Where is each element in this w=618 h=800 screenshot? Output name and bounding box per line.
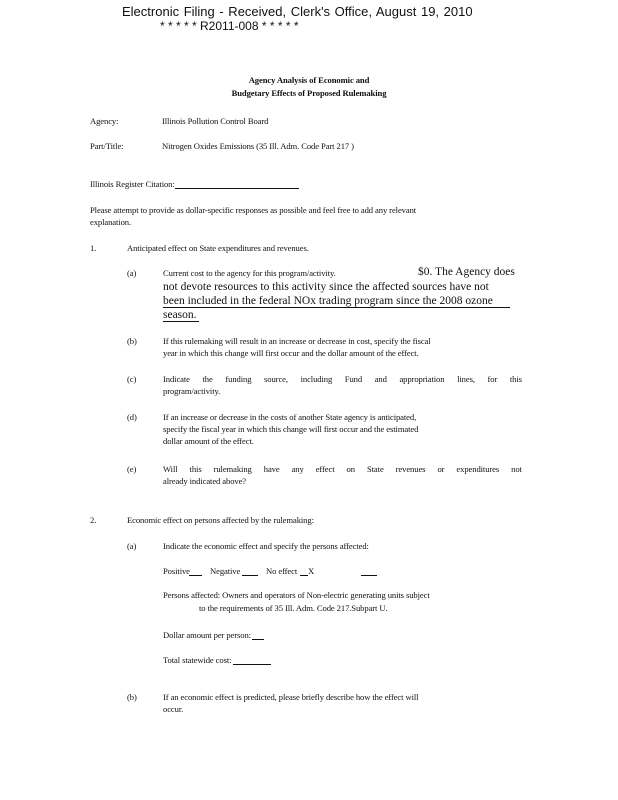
negative-blank bbox=[242, 575, 258, 576]
section1d-label: (d) bbox=[127, 412, 137, 422]
persons-affected-line1: Persons affected: Owners and operators of Non-electric generating units subject bbox=[163, 590, 430, 600]
section1b-line2: year in which this change will first occur and the dollar amount of the effect. bbox=[163, 348, 419, 358]
section1e-word: Will bbox=[163, 464, 178, 474]
section1a-answer-underline bbox=[163, 307, 510, 308]
section1e-word: any bbox=[291, 464, 304, 474]
no-effect-mark: X bbox=[308, 566, 315, 576]
section2b-line2: occur. bbox=[163, 704, 184, 714]
filing-stamp-line1: Electronic Filing - Received, Clerk's Office, August 19, 2010 bbox=[122, 4, 473, 19]
section1e-word: State bbox=[366, 464, 384, 474]
positive-label: Positive bbox=[163, 566, 190, 576]
section1e-word: revenues bbox=[395, 464, 426, 474]
section2b-label: (b) bbox=[127, 692, 137, 702]
section1e-word: rulemaking bbox=[213, 464, 252, 474]
section1a-question: Current cost to the agency for this program/activity. bbox=[163, 268, 336, 278]
section1c-word: Fund bbox=[344, 374, 363, 384]
section1e-line1 bbox=[163, 464, 522, 474]
section1c-line2: program/activity. bbox=[163, 386, 221, 396]
section2a-label: (a) bbox=[127, 541, 137, 551]
total-statewide-cost-label: Total statewide cost: bbox=[163, 655, 232, 665]
section1a-answer-underline-end bbox=[163, 321, 199, 322]
section1c-word: the bbox=[202, 374, 213, 384]
section1c-line1 bbox=[163, 374, 522, 384]
positive-blank bbox=[189, 575, 202, 576]
dollar-per-person-blank bbox=[252, 639, 264, 640]
section1d-line2: specify the fiscal year in which this change will first occur and the estimated bbox=[163, 424, 419, 434]
total-statewide-cost-blank bbox=[233, 664, 271, 665]
agency-label: Agency: bbox=[90, 116, 119, 126]
register-citation-blank bbox=[175, 188, 299, 189]
no-effect-blank bbox=[300, 575, 308, 576]
section1a-answer-line2: not devote resources to this activity since the affected sources have not bbox=[163, 281, 489, 293]
section1c-word: and bbox=[374, 374, 387, 384]
section1b-label: (b) bbox=[127, 336, 137, 346]
instructions-line2: explanation. bbox=[90, 217, 132, 227]
section1c-word: source, bbox=[264, 374, 288, 384]
section1c-word: including bbox=[300, 374, 333, 384]
no-effect-trailing-blank bbox=[361, 575, 377, 576]
section1e-line2: already indicated above? bbox=[163, 476, 247, 486]
persons-affected-line2: to the requirements of 35 Ill. Adm. Code 217.Subpart U. bbox=[199, 603, 388, 613]
part-title-value: Nitrogen Oxides Emissions (35 Ill. Adm. Code Part 217 ) bbox=[162, 141, 354, 151]
section1c-word: Indicate bbox=[163, 374, 190, 384]
section1-number: 1. bbox=[90, 243, 97, 253]
section1e-word: on bbox=[346, 464, 355, 474]
section1c-word: lines, bbox=[457, 374, 475, 384]
section1c-word: funding bbox=[225, 374, 252, 384]
section1-title: Anticipated effect on State expenditures and revenues. bbox=[127, 243, 309, 253]
dollar-per-person-label: Dollar amount per person: bbox=[163, 630, 251, 640]
document-title-line1: Agency Analysis of Economic and bbox=[248, 75, 370, 85]
document-title-line2: Budgetary Effects of Proposed Rulemaking bbox=[231, 88, 387, 98]
section1a-answer-line3: been included in the federal NOx trading program since the 2008 ozone bbox=[163, 295, 493, 307]
section2-title: Economic effect on persons affected by the rulemaking: bbox=[127, 515, 314, 525]
register-citation-label: Illinois Register Citation: bbox=[90, 179, 175, 189]
section1e-word: effect bbox=[315, 464, 335, 474]
agency-value: Illinois Pollution Control Board bbox=[162, 116, 269, 126]
instructions-line1: Please attempt to provide as dollar-specific responses as possible and feel free to add any relevant bbox=[90, 205, 417, 215]
section1c-word: for bbox=[487, 374, 498, 384]
section1e-word: expenditures bbox=[456, 464, 500, 474]
section1c-word: this bbox=[509, 374, 522, 384]
filing-stamp-line2: * * * * * R2011-008 * * * * * bbox=[160, 19, 299, 33]
negative-label: Negative bbox=[210, 566, 241, 576]
section1b-line1: If this rulemaking will result in an increase or decrease in cost, specify the fiscal bbox=[163, 336, 431, 346]
section2a-question: Indicate the economic effect and specify the persons affected: bbox=[163, 541, 369, 551]
section1d-line1: If an increase or decrease in the costs of another State agency is anticipated, bbox=[163, 412, 417, 422]
section1a-answer-line4: season. bbox=[163, 309, 197, 321]
section2b-line1: If an economic effect is predicted, please briefly describe how the effect will bbox=[163, 692, 419, 702]
no-effect-label: No effect bbox=[266, 566, 298, 576]
section1e-word: this bbox=[189, 464, 202, 474]
section1a-label: (a) bbox=[127, 268, 137, 278]
section2-number: 2. bbox=[90, 515, 97, 525]
section1e-label: (e) bbox=[127, 464, 137, 474]
section1c-word: appropriation bbox=[399, 374, 445, 384]
section1e-word: or bbox=[437, 464, 445, 474]
section1e-word: have bbox=[263, 464, 280, 474]
section1d-line3: dollar amount of the effect. bbox=[163, 436, 254, 446]
section1e-word: not bbox=[511, 464, 522, 474]
section1c-label: (c) bbox=[127, 374, 137, 384]
section1a-answer-start: $0. The Agency does bbox=[418, 266, 515, 278]
part-title-label: Part/Title: bbox=[90, 141, 124, 151]
